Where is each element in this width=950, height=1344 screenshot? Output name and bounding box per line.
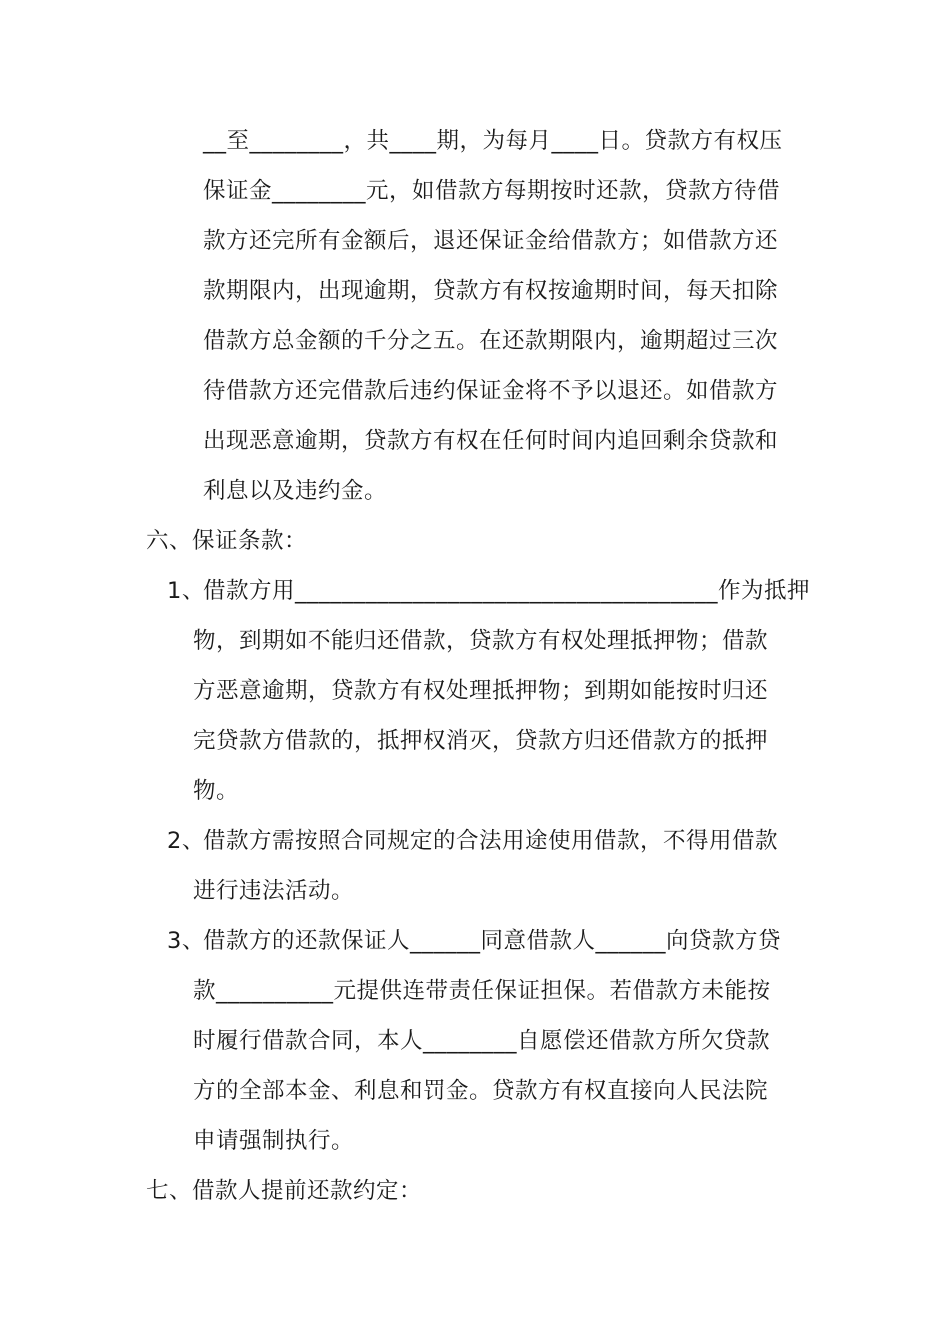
- list-item-line: 借款方需按照合同规定的合法用途使用借款，不得用借款: [203, 828, 779, 854]
- list-item-line: 物，到期如不能归还借款，贷款方有权处理抵押物；借款: [193, 628, 769, 654]
- list-item-number: 3、: [167, 928, 205, 954]
- section-heading-guarantee: 六、保证条款：: [146, 528, 308, 554]
- list-item-line: 方恶意逾期，贷款方有权处理抵押物；到期如能按时归还: [193, 678, 769, 704]
- paragraph-line: 待借款方还完借款后违约保证金将不予以退还。如借款方: [203, 378, 779, 404]
- list-item-number: 1、: [167, 578, 205, 604]
- list-item-line: 进行违法活动。: [193, 878, 355, 904]
- list-item-number: 2、: [167, 828, 205, 854]
- paragraph-line: 利息以及违约金。: [203, 478, 388, 504]
- paragraph-line: 借款方总金额的千分之五。在还款期限内，逾期超过三次: [203, 328, 779, 354]
- paragraph-line: 款方还完所有金额后，退还保证金给借款方；如借款方还: [203, 228, 779, 254]
- list-item-line: 方的全部本金、利息和罚金。贷款方有权直接向人民法院: [193, 1078, 769, 1104]
- list-item-line: 时履行借款合同，本人________自愿偿还借款方所欠贷款: [193, 1028, 771, 1054]
- list-item-line: 申请强制执行。: [193, 1128, 355, 1154]
- list-item-line: 借款方的还款保证人______同意借款人______向贷款方贷: [203, 928, 782, 954]
- list-item-line: 款__________元提供连带责任保证担保。若借款方未能按: [193, 978, 771, 1004]
- paragraph-line: 款期限内，出现逾期，贷款方有权按逾期时间，每天扣除: [203, 278, 779, 304]
- list-item-line: 物。: [193, 778, 240, 804]
- section-heading-early-repayment: 七、借款人提前还款约定：: [146, 1178, 423, 1204]
- list-item-line: 借款方用____________________________________作为抵押: [203, 578, 811, 604]
- list-item-line: 完贷款方借款的，抵押权消灭，贷款方归还借款方的抵押: [193, 728, 769, 754]
- paragraph-line: __至________，共____期，为每月____日。贷款方有权压: [203, 128, 783, 154]
- paragraph-line: 保证金________元，如借款方每期按时还款，贷款方待借: [203, 178, 781, 204]
- paragraph-line: 出现恶意逾期，贷款方有权在任何时间内追回剩余贷款和: [203, 428, 779, 454]
